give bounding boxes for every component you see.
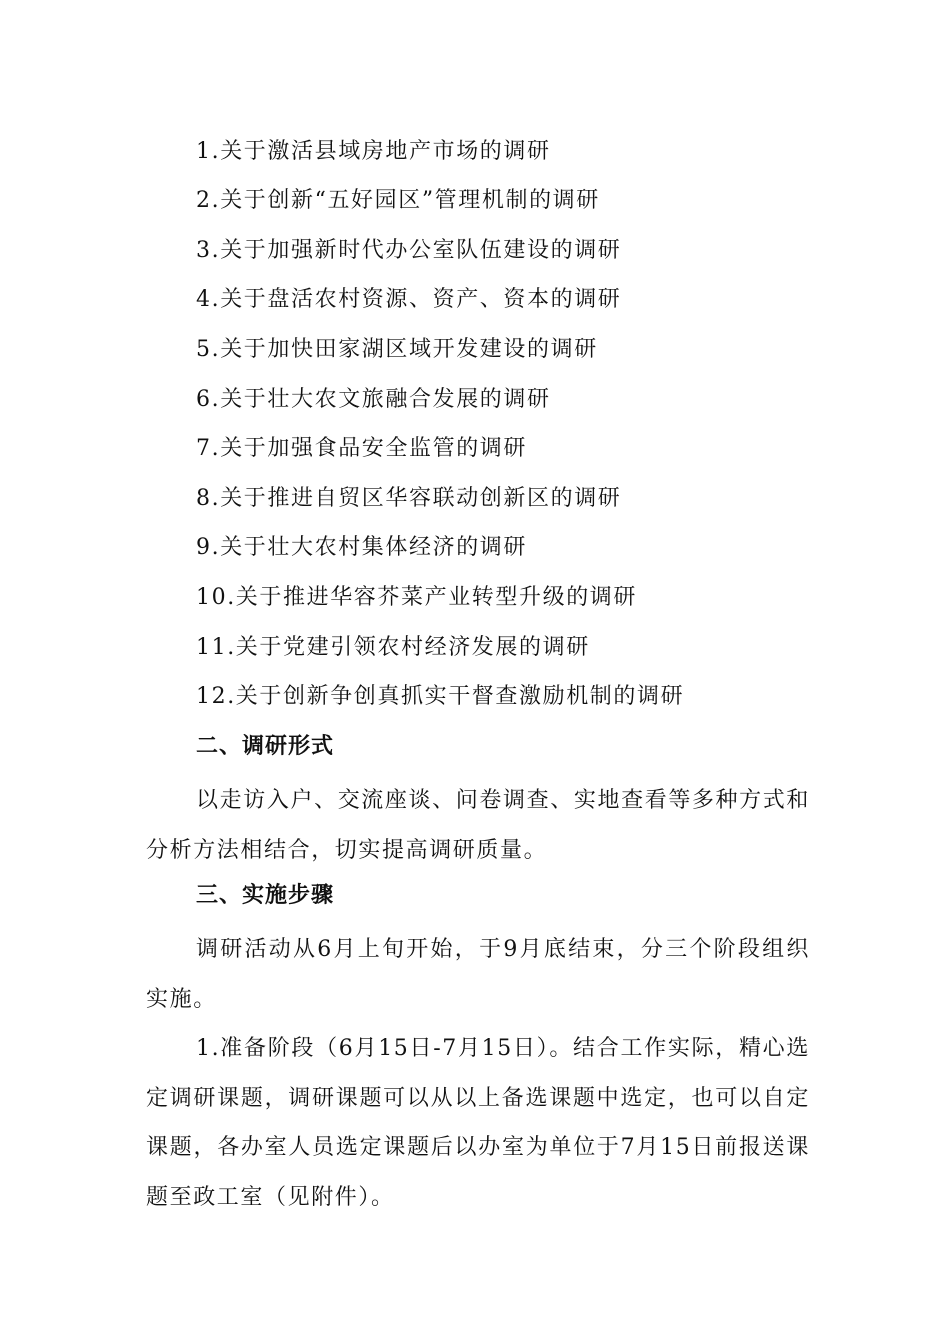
topic-item-4: 4.关于盘活农村资源、资产、资本的调研 xyxy=(196,287,622,312)
topic-item-2: 2.关于创新“五好园区”管理机制的调研 xyxy=(196,188,600,213)
topic-item-7: 7.关于加强食品安全监管的调研 xyxy=(196,436,527,461)
topic-item-8: 8.关于推进自贸区华容联动创新区的调研 xyxy=(196,486,622,511)
section-2-text: 以走访入户、交流座谈、问卷调查、实地查看等多种方式和分析方法相结合，切实提高调研质量。 xyxy=(146,788,810,863)
topic-item-11: 11.关于党建引领农村经济发展的调研 xyxy=(196,635,590,660)
topic-item-12: 12.关于创新争创真抓实干督查激励机制的调研 xyxy=(196,684,685,709)
topic-item-1: 1.关于激活县域房地产市场的调研 xyxy=(196,139,551,164)
section-3-step-1: 1.准备阶段（6月15日-7月15日）。结合工作实际，精心选定调研课题，调研课题可以从以上备选课题中选定，也可以自定课题，各办室人员选定课题后以办室为单位于7月15日前报送课题至政工室（见附件）。 xyxy=(146,1036,810,1210)
topic-item-9: 9.关于壮大农村集体经济的调研 xyxy=(196,535,527,560)
topic-item-3: 3.关于加强新时代办公室队伍建设的调研 xyxy=(196,238,622,263)
section-3-intro: 调研活动从6月上旬开始，于9月底结束，分三个阶段组织实施。 xyxy=(146,937,810,1012)
section-heading-2: 二、调研形式 xyxy=(196,734,335,759)
topic-item-6: 6.关于壮大农文旅融合发展的调研 xyxy=(196,387,551,412)
section-heading-3: 三、实施步骤 xyxy=(196,883,335,908)
topic-item-10: 10.关于推进华容芥菜产业转型升级的调研 xyxy=(196,585,637,610)
topic-item-5: 5.关于加快田家湖区域开发建设的调研 xyxy=(196,337,598,362)
